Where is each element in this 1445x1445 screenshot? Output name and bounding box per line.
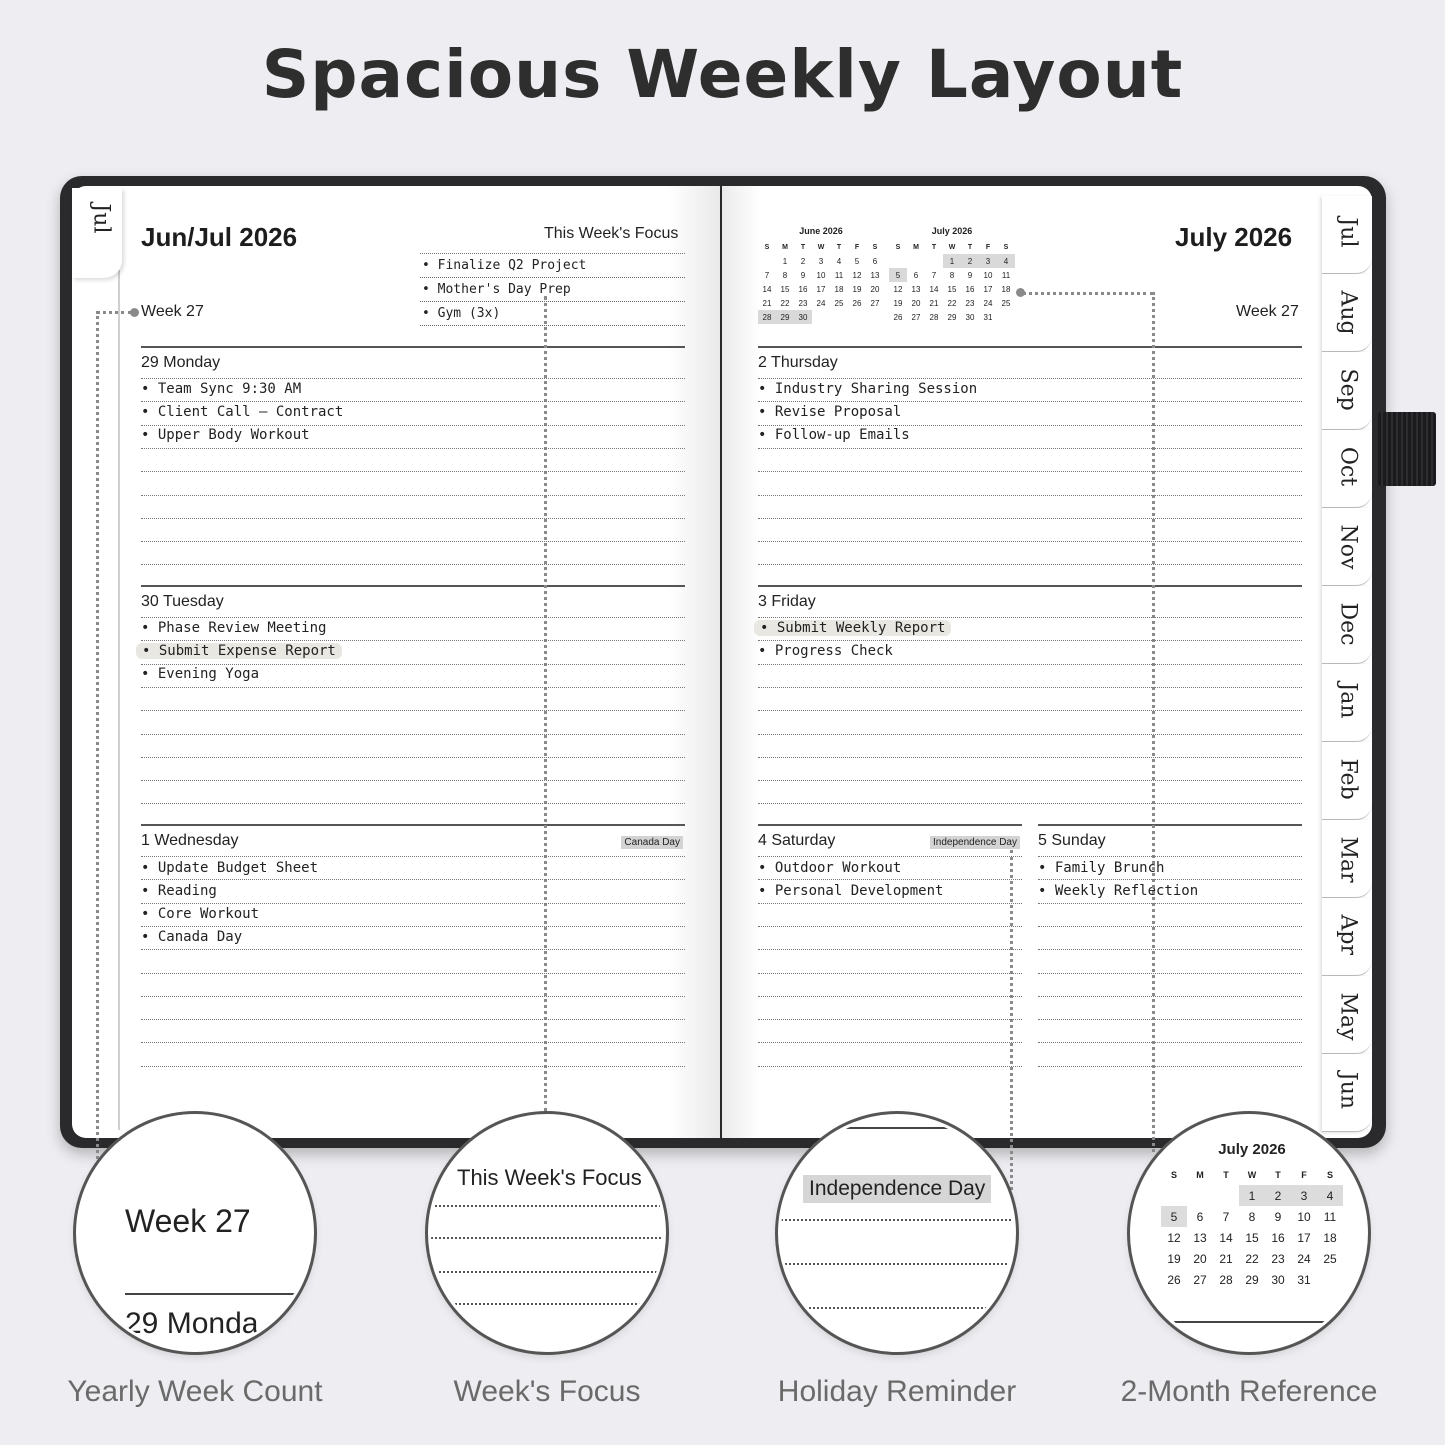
left-page-title: Jun/Jul 2026 [141, 222, 298, 252]
month-tab[interactable]: Mar [1322, 820, 1372, 898]
month-tab[interactable]: Jul [1322, 196, 1372, 274]
mini-calendar-grid [889, 240, 1015, 324]
headline: Spacious Weekly Layout [261, 36, 1184, 113]
calendar-day [925, 254, 943, 268]
calendar-day: 10 [983, 270, 993, 280]
page-edge [118, 270, 120, 1130]
zoom-rule [1133, 1321, 1368, 1323]
left-month-tab[interactable]: Jul [72, 188, 122, 278]
ruled-line [758, 448, 1302, 449]
calendar-day: 12 [1167, 1230, 1181, 1245]
ruled-line [141, 1066, 685, 1067]
ruled-line [141, 518, 685, 519]
ruled-line [141, 564, 685, 565]
calendar-day [1317, 1269, 1343, 1290]
calendar-day: 14 [1219, 1230, 1233, 1245]
calendar-day: 5 [1161, 1206, 1187, 1227]
calendar-day: 15 [947, 284, 957, 294]
calendar-day: 16 [798, 284, 808, 294]
calendar-day: 17 [1297, 1230, 1311, 1245]
ruled-line [1038, 949, 1302, 950]
ruled-line [758, 734, 1302, 735]
ruled-line [758, 949, 1022, 950]
zoom-line [431, 1205, 666, 1207]
calendar-day: 18 [1001, 284, 1011, 294]
holiday-tag: Canada Day [621, 836, 683, 849]
calendar-day: 3 [818, 256, 824, 266]
task-item: • Team Sync 9:30 AM [141, 381, 302, 397]
ruled-line [1038, 926, 1302, 927]
calendar-day: 27 [911, 312, 921, 322]
calendar-day: 6 [913, 270, 919, 280]
mini-calendar-grid [758, 240, 884, 324]
calendar-day: 8 [1248, 1209, 1256, 1224]
ruled-line [758, 564, 1302, 565]
zoom-rule [781, 1127, 1016, 1129]
ruled-line [141, 664, 685, 665]
calendar-day: 29 [947, 312, 957, 322]
calendar-day: 13 [870, 270, 880, 280]
task-item: • Canada Day [141, 929, 243, 945]
calendar-day: 24 [1297, 1251, 1311, 1266]
month-tab[interactable]: Sep [1322, 352, 1372, 430]
calendar-day: 8 [782, 270, 788, 280]
ruled-line [141, 1019, 685, 1020]
calendar-day: 3 [979, 254, 997, 268]
zoom-calendar-grid [1161, 1164, 1343, 1290]
calendar-day: 9 [1274, 1209, 1282, 1224]
calendar-day [889, 254, 907, 268]
ruled-line [758, 1042, 1022, 1043]
calendar-day: 7 [1222, 1209, 1230, 1224]
calendar-day: 11 [1323, 1209, 1337, 1224]
ruled-line [141, 973, 685, 974]
task-item: • Progress Check [758, 643, 893, 659]
ruled-line [1038, 879, 1302, 880]
calendar-day: 13 [911, 284, 921, 294]
callout-weeks-focus [428, 1114, 666, 1352]
ruled-line [1038, 903, 1302, 904]
calendar-day: 6 [1196, 1209, 1204, 1224]
ruled-line [758, 926, 1022, 927]
calendar-day: 31 [983, 312, 993, 322]
calendar-day: 10 [816, 270, 826, 280]
weekday-header: S [1326, 1169, 1333, 1180]
ruled-line [758, 518, 1302, 519]
calendar-day: 4 [836, 256, 842, 266]
callout-holiday [778, 1114, 1016, 1352]
calendar-day: 25 [1323, 1251, 1337, 1266]
ruled-line [141, 856, 685, 857]
ruled-line [141, 425, 685, 426]
month-tab[interactable]: Oct [1322, 430, 1372, 508]
calendar-day: 6 [872, 256, 878, 266]
weekday-header: T [931, 243, 937, 251]
calendar-day: 4 [997, 254, 1015, 268]
calendar-day: 24 [816, 298, 826, 308]
ruled-line [1038, 1042, 1302, 1043]
ruled-line [758, 757, 1302, 758]
zoom-focus: This Week's Focus [457, 1165, 642, 1190]
ruled-line [141, 949, 685, 950]
weekday-header: S [764, 243, 770, 251]
calendar-day: 2 [1265, 1185, 1291, 1206]
zoom-line [431, 1303, 666, 1305]
calendar-day: 7 [764, 270, 770, 280]
day-header-tuesday: 30 Tuesday [141, 585, 685, 615]
ruled-line [758, 803, 1302, 804]
callout-leader [1022, 292, 1154, 295]
month-tab[interactable]: Apr [1322, 898, 1372, 976]
calendar-day: 21 [929, 298, 939, 308]
month-tab[interactable]: Jan [1322, 664, 1372, 742]
task-item-highlighted: • Submit Weekly Report [754, 620, 951, 636]
month-tab[interactable]: Jun [1322, 1054, 1372, 1132]
calendar-day: 18 [1323, 1230, 1337, 1245]
task-item: • Evening Yoga [141, 666, 260, 682]
day-header-monday: 29 Monday [141, 346, 685, 376]
task-item: • Family Brunch [1038, 860, 1165, 876]
ruled-line [758, 1066, 1022, 1067]
weekday-header: S [1003, 243, 1009, 251]
calendar-day: 10 [1297, 1209, 1311, 1224]
ruled-line [1038, 856, 1302, 857]
day-header-wednesday: 1 Wednesday Canada Day [141, 824, 685, 854]
calendar-day: 5 [854, 256, 860, 266]
zoom-line [781, 1263, 1016, 1265]
elastic-band [1378, 412, 1436, 486]
calendar-day: 30 [1271, 1272, 1285, 1287]
ruled-line [758, 780, 1302, 781]
calendar-day: 19 [1167, 1251, 1181, 1266]
weekday-header: F [985, 243, 991, 251]
calendar-day: 9 [800, 270, 806, 280]
calendar-day: 19 [852, 284, 862, 294]
calendar-day: 20 [1193, 1251, 1207, 1266]
task-item: • Reading [141, 883, 217, 899]
month-tabs [1322, 196, 1372, 1132]
day-header-friday: 3 Friday [758, 585, 1302, 615]
mini-calendar-july: July 2026 S M T W T F S 1 2 3 4 5 6 7 8 9 10 11 12 13 14 15 16 17 18 19 20 21 22 23 24 25 26 27 28 29 30 31 [889, 226, 1015, 324]
calendar-day [758, 254, 776, 268]
focus-label: This Week's Focus [544, 225, 679, 242]
zoom-calendar: July 2026 S M T W T F S 1 2 3 4 5 6 7 8 9 10 11 12 13 14 15 16 17 18 19 20 21 22 23 24 25 26 27 28 29 30 31 [1161, 1141, 1343, 1290]
ruled-line [141, 803, 685, 804]
calendar-day [1187, 1185, 1213, 1206]
day-header-saturday: 4 Saturday Independence Day [758, 824, 1022, 854]
ruled-line [758, 640, 1302, 641]
task-item-highlighted: • Submit Expense Report [136, 643, 342, 659]
holiday-tag: Independence Day [930, 836, 1020, 849]
callout-leader [1152, 292, 1155, 1152]
calendar-day [1161, 1185, 1187, 1206]
calendar-day: 19 [893, 298, 903, 308]
calendar-day: 24 [983, 298, 993, 308]
calendar-day: 13 [1193, 1230, 1207, 1245]
week-label: Week 27 [141, 303, 204, 320]
ruled-line [141, 757, 685, 758]
calendar-day [907, 254, 925, 268]
weekday-header: M [1196, 1169, 1204, 1180]
calendar-day: 30 [794, 310, 812, 324]
task-item: • Revise Proposal [758, 404, 902, 420]
zoom-line [781, 1307, 1016, 1309]
ruled-line [758, 687, 1302, 688]
ruled-line [141, 541, 685, 542]
ruled-line [758, 856, 1022, 857]
calendar-day: 26 [893, 312, 903, 322]
month-tab[interactable]: Nov [1322, 508, 1372, 586]
ruled-line [141, 448, 685, 449]
calendar-day: 23 [965, 298, 975, 308]
calendar-day: 15 [780, 284, 790, 294]
zoom-line [431, 1271, 666, 1273]
calendar-day: 25 [1001, 298, 1011, 308]
weekday-header: W [948, 243, 956, 251]
ruled-line [1038, 1019, 1302, 1020]
callout-week-count [76, 1114, 314, 1352]
weekday-header: W [817, 243, 825, 251]
callout-leader [96, 311, 99, 1171]
zoom-holiday: Independence Day [803, 1175, 991, 1203]
calendar-day: 11 [834, 270, 844, 280]
ruled-line [758, 378, 1302, 379]
weekday-header: F [1301, 1169, 1307, 1180]
right-page-title: July 2026 [1175, 222, 1293, 252]
calendar-day: 20 [911, 298, 921, 308]
ruled-line [141, 640, 685, 641]
task-item: • Core Workout [141, 906, 260, 922]
calendar-day: 22 [947, 298, 957, 308]
day-header-thursday: 2 Thursday [758, 346, 1302, 376]
calendar-day: 12 [852, 270, 862, 280]
ruled-line [141, 734, 685, 735]
ruled-line [758, 710, 1302, 711]
weekday-header: F [854, 243, 860, 251]
calendar-day [866, 310, 884, 324]
calendar-day: 8 [949, 270, 955, 280]
callout-leader [96, 311, 132, 314]
mini-calendar-june: June 2026 S M T W T F S 1 2 3 4 5 6 7 8 9 10 11 12 13 14 15 16 17 18 19 20 21 22 23 24 25 26 27 28 29 30 [758, 226, 884, 324]
ruled-line [758, 471, 1302, 472]
calendar-day: 1 [1239, 1185, 1265, 1206]
calendar-day: 16 [965, 284, 975, 294]
focus-item: • Finalize Q2 Project [420, 254, 685, 278]
calendar-day: 1 [943, 254, 961, 268]
ruled-line [141, 495, 685, 496]
ruled-line [1038, 973, 1302, 974]
ruled-line [758, 903, 1022, 904]
zoom-day: 29 Monda [125, 1307, 259, 1340]
day-header-sunday: 5 Sunday [1038, 824, 1302, 854]
calendar-day: 26 [852, 298, 862, 308]
task-item: • Weekly Reflection [1038, 883, 1199, 899]
calendar-day: 26 [1167, 1272, 1181, 1287]
caption-week-count: Yearly Week Count [67, 1375, 323, 1408]
calendar-day: 22 [1245, 1251, 1259, 1266]
weekday-header: T [800, 243, 806, 251]
calendar-day: 30 [965, 312, 975, 322]
ruled-line [141, 1042, 685, 1043]
month-tab[interactable]: May [1322, 976, 1372, 1054]
weekday-header: M [913, 243, 919, 251]
calendar-day: 12 [893, 284, 903, 294]
calendar-day: 7 [931, 270, 937, 280]
ruled-line [141, 401, 685, 402]
task-item: • Personal Development [758, 883, 944, 899]
calendar-day: 2 [961, 254, 979, 268]
focus-item: • Gym (3x) [420, 302, 685, 326]
weekday-header: S [872, 243, 878, 251]
calendar-day: 15 [1245, 1230, 1259, 1245]
calendar-day: 2 [800, 256, 806, 266]
ruled-line [141, 879, 685, 880]
calendar-day: 1 [782, 256, 788, 266]
ruled-line [758, 1019, 1022, 1020]
ruled-line [141, 926, 685, 927]
caption-holiday: Holiday Reminder [777, 1375, 1017, 1408]
calendar-day [1213, 1185, 1239, 1206]
task-item: • Upper Body Workout [141, 427, 310, 443]
callout-two-month [1130, 1114, 1368, 1352]
calendar-day: 28 [758, 310, 776, 324]
ruled-line [141, 687, 685, 688]
caption-two-month: 2-Month Reference [1120, 1375, 1378, 1408]
zoom-week: Week 27 [125, 1203, 251, 1239]
task-item: • Client Call — Contract [141, 404, 344, 420]
month-tab[interactable]: Dec [1322, 586, 1372, 664]
calendar-day: 28 [1219, 1272, 1233, 1287]
zoom-rule [125, 1293, 314, 1295]
ruled-line [758, 879, 1022, 880]
task-item: • Outdoor Workout [758, 860, 902, 876]
calendar-day: 22 [780, 298, 790, 308]
ruled-line [1038, 996, 1302, 997]
ruled-line [141, 996, 685, 997]
month-tab[interactable]: Feb [1322, 742, 1372, 820]
weekday-header: M [782, 243, 788, 251]
ruled-line [141, 710, 685, 711]
calendar-day: 23 [1271, 1251, 1285, 1266]
task-item: • Phase Review Meeting [141, 620, 327, 636]
calendar-day [812, 310, 830, 324]
calendar-day: 29 [776, 310, 794, 324]
calendar-day: 3 [1291, 1185, 1317, 1206]
callout-leader [544, 296, 547, 1112]
ruled-line [758, 973, 1022, 974]
calendar-day: 16 [1271, 1230, 1285, 1245]
calendar-day: 23 [798, 298, 808, 308]
ruled-line [1038, 1066, 1302, 1067]
zoom-line [781, 1219, 1016, 1221]
task-item: • Update Budget Sheet [141, 860, 319, 876]
ruled-line [141, 780, 685, 781]
ruled-line [141, 903, 685, 904]
ruled-line [758, 996, 1022, 997]
calendar-day: 14 [929, 284, 939, 294]
calendar-day [830, 310, 848, 324]
ruled-line [141, 471, 685, 472]
calendar-day: 4 [1317, 1185, 1343, 1206]
calendar-day: 21 [1219, 1251, 1233, 1266]
focus-item: • Mother's Day Prep [420, 278, 685, 302]
calendar-day: 28 [929, 312, 939, 322]
ruled-line [758, 617, 1302, 618]
calendar-day: 17 [816, 284, 826, 294]
calendar-day: 27 [870, 298, 880, 308]
weekday-header: T [967, 243, 973, 251]
calendar-day: 29 [1245, 1272, 1259, 1287]
calendar-day: 25 [834, 298, 844, 308]
calendar-day: 21 [762, 298, 772, 308]
calendar-day: 20 [870, 284, 880, 294]
month-tab[interactable]: Aug [1322, 274, 1372, 352]
week-label-right: Week 27 [1236, 303, 1299, 320]
weekday-header: T [836, 243, 842, 251]
ruled-line [758, 401, 1302, 402]
calendar-day [997, 310, 1015, 324]
calendar-day: 9 [967, 270, 973, 280]
calendar-day: 11 [1001, 270, 1011, 280]
ruled-line [758, 425, 1302, 426]
weekday-header: W [1247, 1169, 1257, 1180]
weekday-header: T [1275, 1169, 1281, 1180]
caption-weeks-focus: Week's Focus [453, 1375, 641, 1408]
task-item: • Industry Sharing Session [758, 381, 978, 397]
calendar-day: 14 [762, 284, 772, 294]
ruled-line [141, 617, 685, 618]
calendar-day: 17 [983, 284, 993, 294]
weekday-header: S [895, 243, 901, 251]
calendar-day: 27 [1193, 1272, 1207, 1287]
task-item: • Follow-up Emails [758, 427, 910, 443]
zoom-line [431, 1237, 666, 1239]
weekday-header: S [1170, 1169, 1177, 1180]
calendar-day: 31 [1297, 1272, 1311, 1287]
weekday-header: T [1223, 1169, 1229, 1180]
ruled-line [758, 495, 1302, 496]
calendar-day: 18 [834, 284, 844, 294]
calendar-day [848, 310, 866, 324]
ruled-line [758, 541, 1302, 542]
ruled-line [141, 378, 685, 379]
calendar-day: 5 [889, 268, 907, 282]
ruled-line [758, 664, 1302, 665]
